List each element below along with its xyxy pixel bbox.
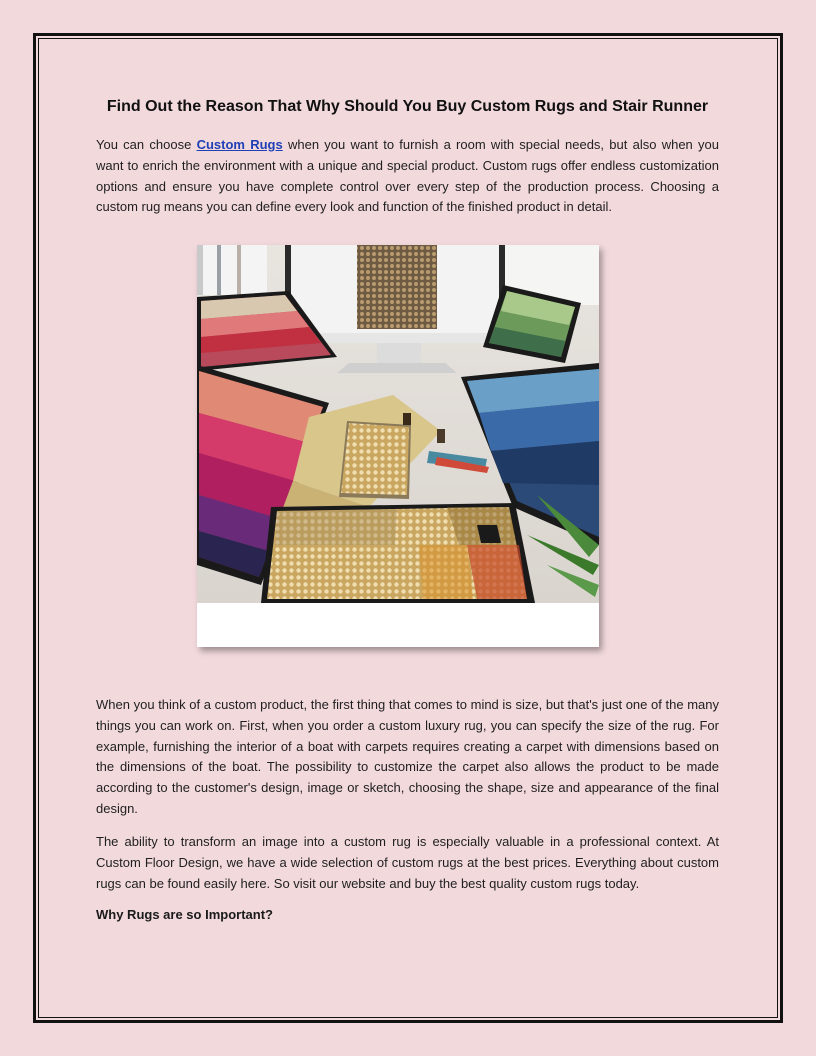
paragraph-custom-floor-design: The ability to transform an image into a custom rug is especially valuable in a professional context. At Custom Floor Design, we have a wide selection of custom rugs at the best prices. Everything about custom rugs can be found easily here. So visit our website and buy the best quality custom rugs today. — [96, 834, 719, 891]
rug-sample-illustration — [197, 245, 599, 647]
page-title: Find Out the Reason That Why Should You Buy Custom Rugs and Stair Runner — [106, 98, 709, 115]
paragraph-size-customization: When you think of a custom product, the first thing that comes to mind is size, but that's just one of the many things you can work on. First, when you order a custom luxury rug, you can specify the size of the rug. For example, furnishing the interior of a boat with carpets requires creating a carpet with dimensions based on the dimensions of the boat. The possibility to customize the carpet also allows the product to be made according to the customer's design, image or sketch, choosing the shape, size and appearance of the final design. — [96, 697, 719, 816]
yarn-palette-bottom — [261, 503, 535, 603]
intro-paragraph — [96, 135, 719, 218]
custom-rugs-link[interactable]: Custom Rugs — [196, 137, 283, 152]
intro-prefix: You can choose — [96, 137, 197, 152]
section-subheading: Why Rugs are so Important? — [96, 907, 273, 922]
rug-sample-photo — [197, 245, 599, 647]
article-header — [96, 96, 719, 218]
intro-suffix: when you want to furnish a room with special needs, but also when you want to enrich the environment with a unique and special product. Custom rugs offer endless customization options and ensure you have complete control over every step of the production process. Choosing a custom rug means you can define every look and function of the finished product in detail. — [96, 137, 719, 215]
design-booklet — [339, 421, 411, 499]
